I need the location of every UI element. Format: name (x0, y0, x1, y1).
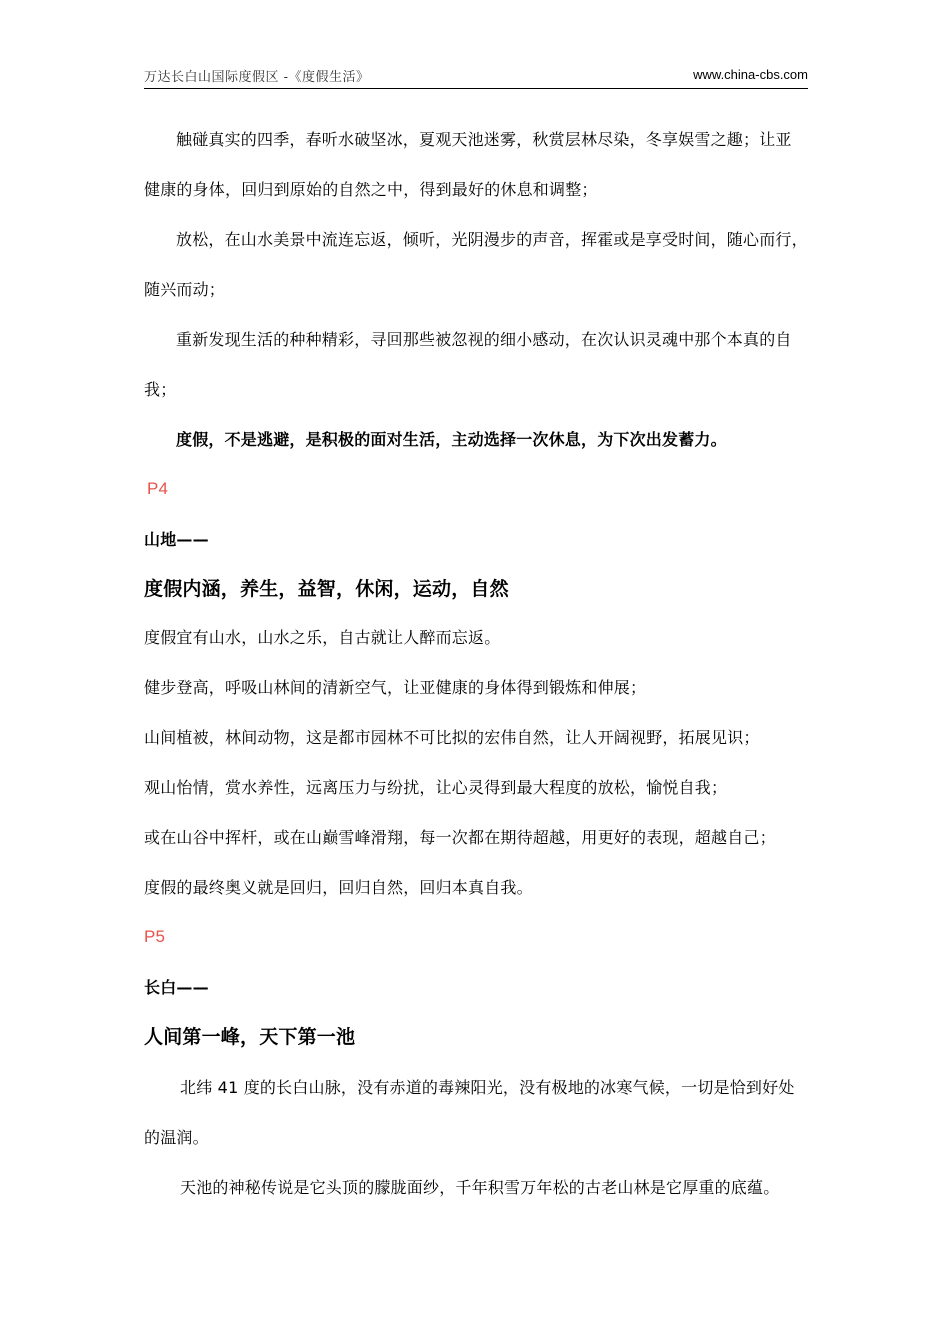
section-title-vacation-meaning: 度假内涵，养生，益智，休闲，运动，自然 (144, 578, 509, 600)
p4-line-5: 或在山谷中挥杆，或在山巅雪峰滑翔，每一次都在期待超越，用更好的表现，超越自己； (144, 828, 776, 847)
page-label-p5: P5 (144, 927, 166, 946)
section-title-first-peak: 人间第一峰，天下第一池 (144, 1026, 356, 1048)
p4-line-3: 山间植被，林间动物，这是都市园林不可比拟的宏伟自然，让人开阔视野，拓展见识； (144, 728, 760, 747)
p5-paragraph-2: 天池的神秘传说是它头顶的朦胧面纱，千年积雪万年松的古老山林是它厚重的底蕴。 (180, 1178, 780, 1197)
intro-paragraph-1-line-2: 健康的身体，回归到原始的自然之中，得到最好的休息和调整； (144, 180, 598, 199)
header-url: www.china-cbs.com (693, 67, 808, 82)
p4-line-2: 健步登高，呼吸山林间的清新空气，让亚健康的身体得到锻炼和伸展； (144, 678, 647, 697)
page-header (144, 66, 808, 89)
intro-paragraph-1-line-1: 触碰真实的四季，春听水破坚冰，夏观天池迷雾，秋赏层林尽染，冬享娱雪之趣；让亚 (176, 130, 792, 149)
intro-paragraph-3-line-2: 我； (144, 380, 177, 399)
intro-paragraph-3-line-1: 重新发现生活的种种精彩，寻回那些被忽视的细小感动，在次认识灵魂中那个本真的自 (176, 330, 792, 349)
p5-paragraph-1-line-1: 北纬 41 度的长白山脉，没有赤道的毒辣阳光，没有极地的冰寒气候，一切是恰到好处 (180, 1078, 795, 1097)
header-title: 万达长白山国际度假区 -《度假生活》 (144, 70, 370, 85)
p4-line-6: 度假的最终奥义就是回归，回归自然，回归本真自我。 (144, 878, 533, 897)
p4-line-1: 度假宜有山水，山水之乐，自古就让人醉而忘返。 (144, 628, 501, 647)
intro-paragraph-2-line-1: 放松，在山水美景中流连忘返，倾听，光阴漫步的声音，挥霍或是享受时间，随心而行， (176, 230, 808, 249)
page-label-p4: P4 (147, 479, 169, 498)
p4-line-4: 观山怡情，赏水养性，远离压力与纷扰，让心灵得到最大程度的放松，愉悦自我； (144, 778, 728, 797)
intro-paragraph-2-line-2: 随兴而动； (144, 280, 226, 299)
p5-paragraph-1-line-2: 的温润。 (144, 1128, 209, 1147)
intro-closing-statement: 度假，不是逃避，是积极的面对生活，主动选择一次休息，为下次出发蓄力。 (176, 430, 727, 449)
section-subtitle-mountain: 山地—— (144, 530, 209, 549)
section-subtitle-changbai: 长白—— (144, 978, 209, 997)
